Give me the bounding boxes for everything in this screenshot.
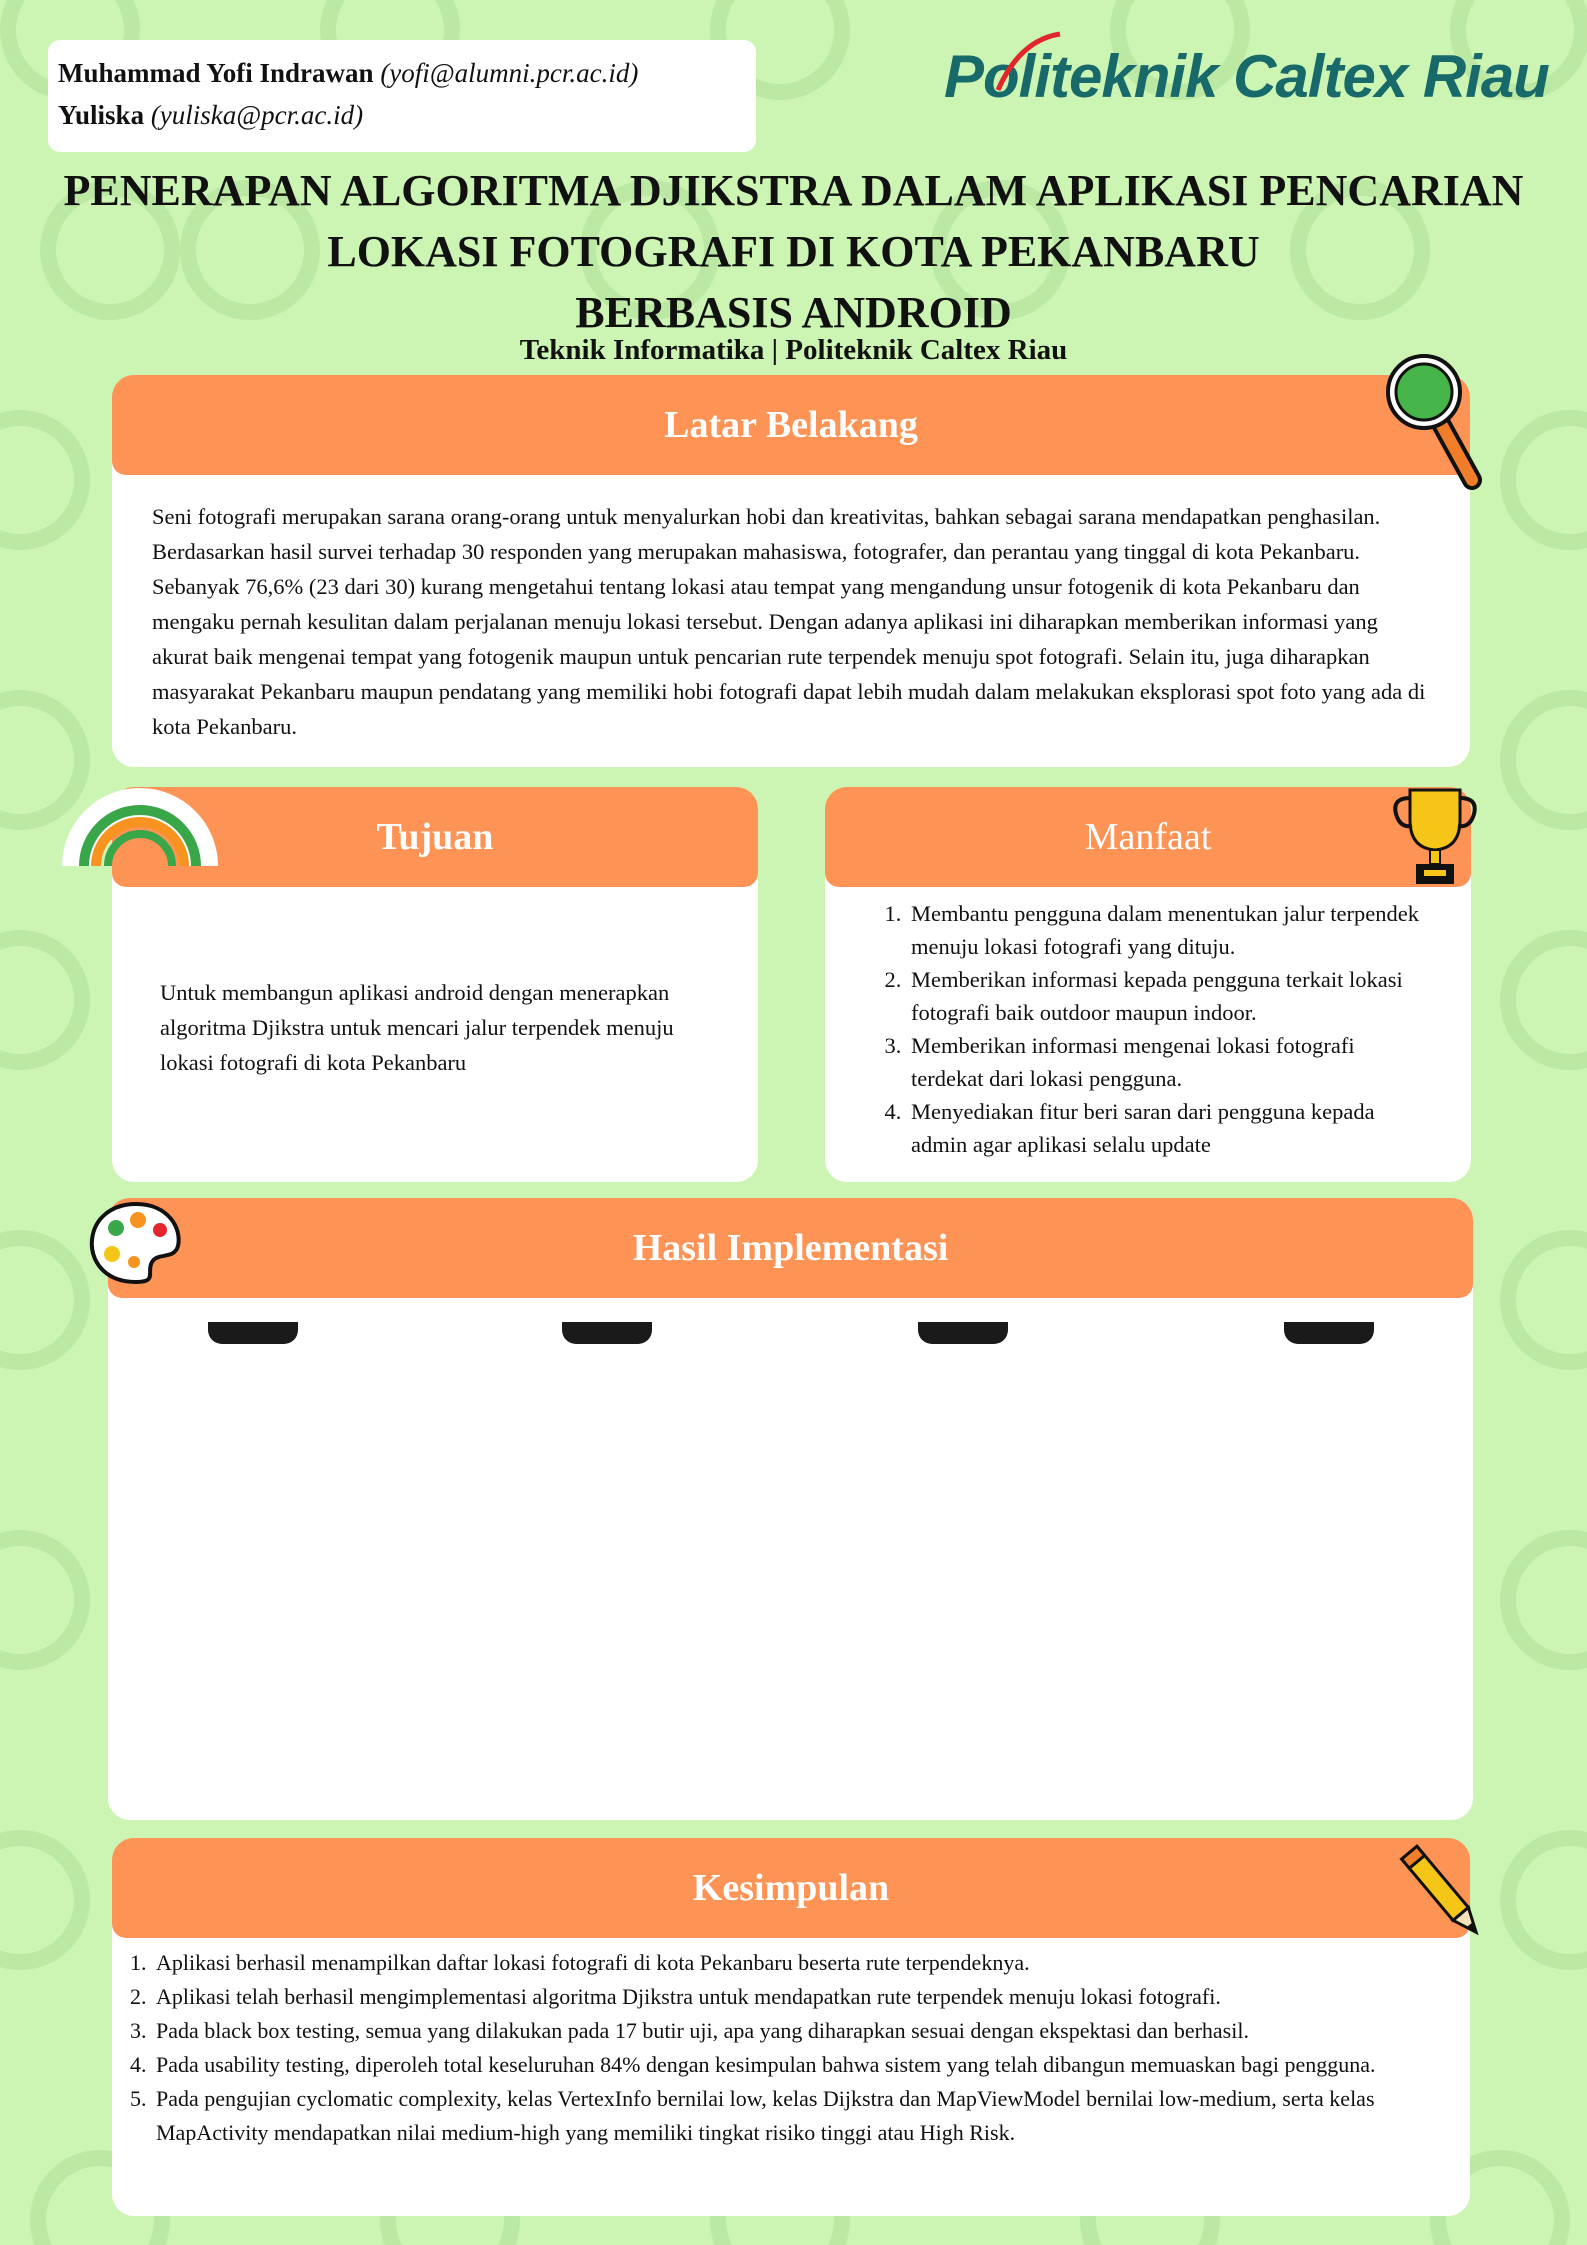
kesimpulan-item: 3. Pada black box testing, semua yang dilakukan pada 17 butir uji, apa yang diharapkan sesuai dengan ekspektasi dan berhasil. <box>152 2014 1430 2048</box>
poster-subtitle: Teknik Informatika | Politeknik Caltex Riau <box>519 334 1068 366</box>
rainbow-icon <box>70 786 210 876</box>
manfaat-item: 4. Menyediakan fitur beri saran dari pengguna kepada admin agar aplikasi selalu update <box>907 1095 1431 1161</box>
latar-belakang-text: Seni fotografi merupakan sarana orang-orang untuk menyalurkan hobi dan kreativitas, bahkan sebagai sarana mendapatkan penghasilan. Berdasarkan hasil survei terhadap 30 responden yang merupakan mahasiswa, fotografer, dan perantau yang tinggal di kota Pekanbaru. Sebanyak 76,6% (23 dari 30) kurang mengetahui tentang lokasi atau tempat yang mengandung unsur fotogenik di kota Pekanbaru dan mengaku pernah kesulitan dalam perjalanan menuju lokasi tersebut. Dengan adanya aplikasi ini diharapkan memberikan informasi yang akurat baik mengenai tempat yang fotogenik maupun untuk pencarian rute terpendek menuju spot fotografi. Selain itu, juga diharapkan masyarakat Pekanbaru maupun pendatang yang memiliki hobi fotografi dapat lebih mudah dalam melakukan eksplorasi spot foto yang ada di kota Pekanbaru. <box>152 504 1426 739</box>
hasil-card <box>108 1198 1473 1820</box>
magnifier-icon <box>1380 352 1480 492</box>
pencil-icon <box>1396 1834 1492 1954</box>
title-line-3: BERBASIS ANDROID <box>575 288 1012 337</box>
logo-text: Politeknik Caltex Riau <box>944 43 1549 110</box>
logo-swoosh-icon <box>940 30 1480 120</box>
poster-title <box>40 160 1547 343</box>
kesimpulan-heading: Kesimpulan <box>112 1838 1470 1938</box>
author-1 <box>58 52 746 94</box>
author-1-name: Muhammad Yofi Indrawan <box>58 58 374 88</box>
tujuan-heading: Tujuan <box>112 787 758 887</box>
kesimpulan-item: 1. Aplikasi berhasil menampilkan daftar lokasi fotografi di kota Pekanbaru beserta rute terpendeknya. <box>152 1946 1430 1980</box>
kesimpulan-list <box>112 1938 1470 2150</box>
manfaat-list <box>825 887 1471 1161</box>
title-line-1: PENERAPAN ALGORITMA DJIKSTRA DALAM APLIKASI PENCARIAN <box>63 166 1524 215</box>
kesimpulan-item: 4. Pada usability testing, diperoleh total keseluruhan 84% dengan kesimpulan bahwa sistem yang telah dibangun memuaskan bagi pengguna. <box>152 2048 1430 2082</box>
manfaat-item: 1. Membantu pengguna dalam menentukan jalur terpendek menuju lokasi fotografi yang dituju. <box>907 897 1431 963</box>
manfaat-heading: Manfaat <box>825 787 1471 887</box>
institution-logo <box>940 30 1549 120</box>
palette-icon <box>86 1198 186 1288</box>
authors-box <box>48 40 756 152</box>
manfaat-item: 3. Memberikan informasi mengenai lokasi fotografi terdekat dari lokasi pengguna. <box>907 1029 1431 1095</box>
author-1-email: (yofi@alumni.pcr.ac.id) <box>380 58 639 88</box>
kesimpulan-item: 5. Pada pengujian cyclomatic complexity, kelas VertexInfo bernilai low, kelas Dijkstra dan MapViewModel bernilai low-medium, serta kelas MapActivity mendapatkan nilai medium-high yang memiliki tingkat risiko tinggi atau High Risk. <box>152 2082 1430 2150</box>
author-2 <box>58 94 746 136</box>
latar-belakang-heading: Latar Belakang <box>112 375 1470 475</box>
tujuan-text: Untuk membangun aplikasi android dengan menerapkan algoritma Djikstra untuk mencari jalur terpendek menuju lokasi fotografi di kota Pekanbaru <box>160 980 674 1075</box>
trophy-icon <box>1390 780 1480 890</box>
manfaat-item: 2. Memberikan informasi kepada pengguna terkait lokasi fotografi baik outdoor maupun indoor. <box>907 963 1431 1029</box>
author-2-name: Yuliska <box>58 100 145 130</box>
title-line-2: LOKASI FOTOGRAFI DI KOTA PEKANBARU <box>327 227 1260 276</box>
kesimpulan-item: 2. Aplikasi telah berhasil mengimplementasi algoritma Djikstra untuk mendapatkan rute terpendek menuju lokasi fotografi. <box>152 1980 1430 2014</box>
author-2-email: (yuliska@pcr.ac.id) <box>150 100 364 130</box>
latar-belakang-card <box>112 375 1470 767</box>
manfaat-card <box>825 787 1471 1182</box>
hasil-heading: Hasil Implementasi <box>108 1198 1473 1298</box>
kesimpulan-card <box>112 1838 1470 2216</box>
